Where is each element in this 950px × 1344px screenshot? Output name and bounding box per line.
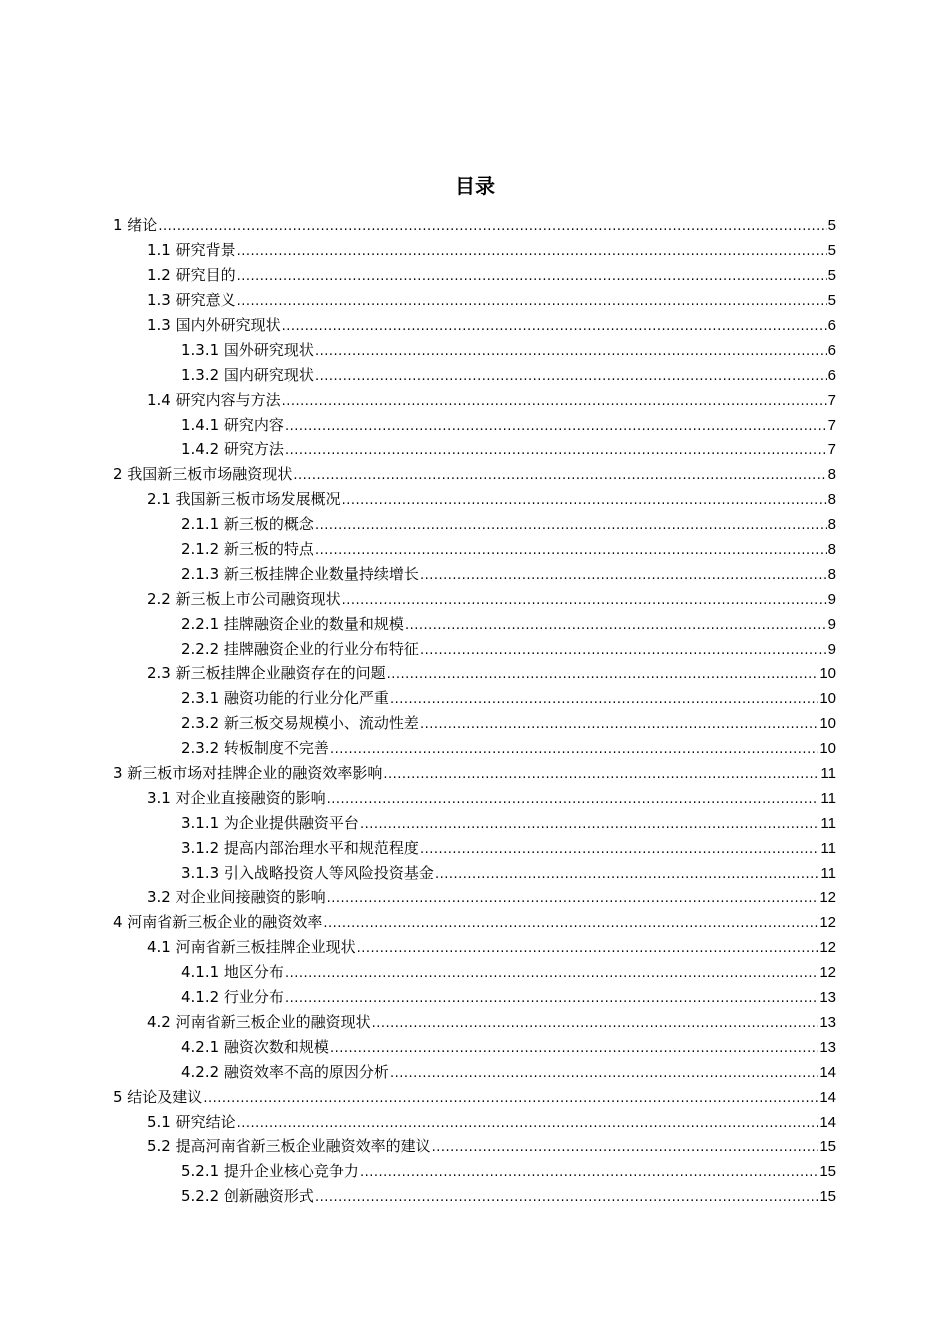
- toc-entry[interactable]: [0, 438, 950, 463]
- toc-entry-label: 1.4.1 研究内容: [181, 415, 284, 434]
- toc-entry[interactable]: [0, 737, 950, 762]
- toc-entry[interactable]: [0, 413, 950, 438]
- toc-entry-label: 2 我国新三板市场融资现状: [113, 465, 293, 484]
- toc-entry[interactable]: [0, 1185, 950, 1210]
- toc-dot-leader: [315, 516, 827, 536]
- toc-entry-row: [147, 1112, 950, 1134]
- toc-page-number: 11: [820, 839, 836, 857]
- toc-entry[interactable]: [0, 786, 950, 811]
- toc-dot-leader: [420, 840, 819, 860]
- toc-entry-row: [181, 813, 950, 835]
- toc-dot-leader: [372, 1014, 819, 1034]
- toc-entry-label: 1.3.2 国内研究现状: [181, 365, 314, 384]
- toc-entry-label: 4.1.1 地区分布: [181, 963, 284, 982]
- toc-entry-row: [147, 489, 950, 511]
- toc-entry[interactable]: [0, 538, 950, 563]
- toc-dot-leader: [342, 591, 827, 611]
- toc-page-number: 5: [827, 267, 836, 285]
- toc-entry[interactable]: [0, 289, 950, 314]
- toc-entry[interactable]: [0, 762, 950, 787]
- toc-entry-label: 5.2.1 提升企业核心竞争力: [181, 1162, 359, 1181]
- toc-page-number: 10: [819, 740, 836, 758]
- toc-entry-row: [147, 663, 950, 685]
- toc-entry-row: [181, 688, 950, 710]
- toc-dot-leader: [342, 491, 827, 511]
- toc-dot-leader: [282, 392, 827, 412]
- toc-entry-label: 3.1 对企业直接融资的影响: [147, 788, 326, 807]
- toc-entry-row: [181, 987, 950, 1009]
- toc-page-number: 10: [819, 690, 836, 708]
- toc-list: [0, 214, 950, 1210]
- toc-entry-label: 1.4 研究内容与方法: [147, 390, 281, 409]
- toc-entry-label: 3.1.1 为企业提供融资平台: [181, 813, 359, 832]
- toc-entry[interactable]: [0, 886, 950, 911]
- toc-entry-row: [181, 738, 950, 760]
- toc-page-number: 5: [827, 217, 836, 235]
- toc-entry-label: 2.1.2 新三板的特点: [181, 540, 314, 559]
- toc-entry-row: [113, 912, 950, 934]
- toc-entry-row: [113, 464, 950, 486]
- toc-dot-leader: [285, 441, 827, 461]
- toc-page-number: 11: [820, 864, 836, 882]
- toc-entry-label: 1.4.2 研究方法: [181, 440, 284, 459]
- toc-entry[interactable]: [0, 363, 950, 388]
- toc-dot-leader: [237, 267, 827, 287]
- toc-entry-label: 1.1 研究背景: [147, 241, 236, 260]
- toc-page-number: 10: [819, 715, 836, 733]
- toc-dot-leader: [293, 466, 826, 486]
- toc-entry[interactable]: [0, 1135, 950, 1160]
- toc-dot-leader: [158, 217, 826, 237]
- toc-dot-leader: [360, 1163, 818, 1183]
- toc-entry-row: [181, 639, 950, 661]
- toc-entry-label: 2.3.1 融资功能的行业分化严重: [181, 689, 389, 708]
- toc-dot-leader: [420, 715, 818, 735]
- toc-page-number: 9: [827, 615, 836, 633]
- toc-entry[interactable]: [0, 687, 950, 712]
- toc-dot-leader: [285, 964, 818, 984]
- toc-entry-row: [147, 240, 950, 262]
- toc-entry-label: 2.3.2 转板制度不完善: [181, 739, 329, 758]
- toc-entry-label: 2.2.1 挂牌融资企业的数量和规模: [181, 614, 404, 633]
- toc-entry-row: [181, 1161, 950, 1183]
- toc-page-number: 11: [820, 765, 836, 783]
- toc-page-number: 8: [827, 541, 836, 559]
- toc-entry-label: 1.3 研究意义: [147, 291, 236, 310]
- toc-entry-label: 5 结论及建议: [113, 1087, 203, 1106]
- toc-entry-label: 4.1 河南省新三板挂牌企业现状: [147, 938, 356, 957]
- toc-entry-row: [147, 1012, 950, 1034]
- toc-entry-label: 2.2.2 挂牌融资企业的行业分布特征: [181, 639, 419, 658]
- toc-page-number: 14: [819, 1063, 836, 1081]
- toc-dot-leader: [420, 566, 827, 586]
- toc-entry[interactable]: [0, 712, 950, 737]
- toc-entry-row: [147, 265, 950, 287]
- toc-page-number: 6: [827, 341, 836, 359]
- toc-page-number: 5: [827, 242, 836, 260]
- toc-page-number: 6: [827, 366, 836, 384]
- toc-entry[interactable]: [0, 562, 950, 587]
- toc-page-number: 7: [827, 391, 836, 409]
- toc-page-number: 14: [819, 1113, 836, 1131]
- toc-dot-leader: [330, 740, 818, 760]
- toc-entry-row: [147, 887, 950, 909]
- toc-dot-leader: [315, 541, 827, 561]
- toc-page-number: 6: [827, 317, 836, 334]
- toc-entry-row: [181, 365, 950, 387]
- toc-dot-leader: [360, 815, 819, 835]
- toc-entry-row: [181, 1186, 950, 1208]
- toc-page-number: 9: [827, 590, 836, 608]
- toc-dot-leader: [330, 1039, 818, 1059]
- toc-page-number: 7: [827, 441, 836, 459]
- toc-entry-row: [181, 1037, 950, 1059]
- toc-entry[interactable]: [0, 811, 950, 836]
- toc-entry-row: [181, 415, 950, 437]
- toc-entry-label: 4.2.2 融资效率不高的原因分析: [181, 1062, 389, 1081]
- toc-dot-leader: [315, 342, 827, 362]
- toc-entry-row: [113, 1087, 950, 1109]
- toc-entry-row: [147, 589, 950, 611]
- toc-entry[interactable]: [0, 961, 950, 986]
- toc-dot-leader: [285, 989, 818, 1009]
- toc-entry-row: [181, 863, 950, 885]
- toc-entry-label: 3.1.3 引入战略投资人等风险投资基金: [181, 863, 434, 882]
- toc-dot-leader: [357, 939, 819, 959]
- toc-entry[interactable]: [0, 264, 950, 289]
- toc-entry-row: [181, 1062, 950, 1084]
- toc-entry-row: [113, 215, 950, 237]
- toc-entry[interactable]: [0, 1110, 950, 1135]
- toc-dot-leader: [282, 317, 827, 337]
- toc-dot-leader: [327, 790, 820, 810]
- toc-entry-row: [147, 937, 950, 959]
- toc-entry-label: 2.1.1 新三板的概念: [181, 515, 314, 534]
- toc-entry-label: 1.3.1 国外研究现状: [181, 340, 314, 359]
- toc-dot-leader: [203, 1089, 818, 1109]
- toc-entry[interactable]: [0, 1085, 950, 1110]
- toc-page-number: 12: [819, 914, 836, 932]
- toc-title: 目录: [455, 174, 495, 198]
- toc-entry-label: 4.2.1 融资次数和规模: [181, 1037, 329, 1056]
- toc-entry-label: 3 新三板市场对挂牌企业的融资效率影响: [113, 764, 383, 783]
- toc-entry[interactable]: [0, 1160, 950, 1185]
- toc-entry[interactable]: [0, 214, 950, 239]
- toc-entry[interactable]: [0, 836, 950, 861]
- toc-entry[interactable]: [0, 612, 950, 637]
- toc-entry-label: 2.3 新三板挂牌企业融资存在的问题: [147, 664, 386, 683]
- toc-entry-label: 1.3 国内外研究现状: [147, 316, 281, 334]
- toc-entry-label: 5.2.2 创新融资形式: [181, 1187, 314, 1206]
- toc-entry-row: [147, 390, 950, 412]
- toc-entry-label: 2.2 新三板上市公司融资现状: [147, 589, 341, 608]
- toc-dot-leader: [432, 1138, 819, 1158]
- toc-page-number: 14: [819, 1088, 836, 1106]
- toc-page-number: 12: [819, 939, 836, 957]
- toc-page-number: 13: [819, 1038, 836, 1056]
- toc-entry-label: 2.3.2 新三板交易规模小、流动性差: [181, 714, 419, 733]
- toc-entry[interactable]: [0, 314, 950, 339]
- toc-entry-row: [181, 514, 950, 536]
- toc-entry[interactable]: [0, 338, 950, 363]
- toc-entry[interactable]: [0, 637, 950, 662]
- toc-dot-leader: [405, 616, 827, 636]
- toc-entry-row: [181, 340, 950, 362]
- toc-entry[interactable]: [0, 911, 950, 936]
- toc-entry-row: [181, 614, 950, 636]
- toc-dot-leader: [237, 1114, 819, 1134]
- toc-entry[interactable]: [0, 388, 950, 413]
- toc-dot-leader: [315, 367, 827, 387]
- toc-entry-row: [181, 539, 950, 561]
- toc-entry-label: 1.2 研究目的: [147, 266, 236, 285]
- toc-entry-row: [181, 439, 950, 461]
- toc-dot-leader: [420, 641, 827, 661]
- toc-dot-leader: [315, 1188, 818, 1208]
- toc-page-number: 7: [827, 416, 836, 434]
- toc-page-number: 11: [820, 789, 836, 807]
- toc-entry-row: [147, 315, 950, 337]
- toc-entry[interactable]: [0, 1011, 950, 1036]
- toc-entry[interactable]: [0, 239, 950, 264]
- toc-entry[interactable]: [0, 488, 950, 513]
- toc-page-number: 13: [819, 1013, 836, 1031]
- toc-entry[interactable]: [0, 861, 950, 886]
- toc-dot-leader: [390, 1064, 818, 1084]
- toc-page-number: 11: [820, 814, 836, 832]
- toc-page-number: 13: [819, 989, 836, 1007]
- toc-entry-row: [113, 763, 950, 785]
- toc-page-number: 8: [827, 466, 836, 484]
- toc-entry-row: [147, 1136, 950, 1158]
- toc-entry[interactable]: [0, 662, 950, 687]
- toc-entry[interactable]: [0, 513, 950, 538]
- toc-entry-label: 2.1.3 新三板挂牌企业数量持续增长: [181, 564, 419, 583]
- toc-entry-row: [181, 564, 950, 586]
- toc-entry-row: [147, 788, 950, 810]
- toc-entry-row: [181, 838, 950, 860]
- toc-page-number: 15: [819, 1163, 836, 1181]
- toc-entry[interactable]: [0, 1060, 950, 1085]
- toc-entry-label: 2.1 我国新三板市场发展概况: [147, 490, 341, 509]
- toc-page-number: 15: [819, 1188, 836, 1206]
- toc-page-number: 12: [819, 964, 836, 982]
- toc-entry-label: 5.1 研究结论: [147, 1112, 236, 1131]
- toc-dot-leader: [327, 889, 819, 909]
- toc-entry-label: 4.1.2 行业分布: [181, 988, 284, 1007]
- toc-dot-leader: [237, 242, 827, 262]
- toc-page-number: 5: [827, 292, 836, 310]
- toc-page-number: 8: [827, 491, 836, 509]
- toc-entry-label: 3.1.2 提高内部治理水平和规范程度: [181, 838, 419, 857]
- toc-entry[interactable]: [0, 1035, 950, 1060]
- toc-entry[interactable]: [0, 587, 950, 612]
- toc-entry-label: 3.2 对企业间接融资的影响: [147, 888, 326, 907]
- toc-entry-row: [181, 962, 950, 984]
- toc-dot-leader: [387, 665, 819, 685]
- toc-dot-leader: [323, 914, 818, 934]
- toc-page-number: 10: [819, 665, 836, 683]
- toc-page-number: 12: [819, 889, 836, 907]
- toc-dot-leader: [285, 417, 827, 437]
- toc-entry-label: 1 绪论: [113, 216, 158, 235]
- toc-entry-row: [181, 713, 950, 735]
- toc-page-number: 15: [819, 1138, 836, 1156]
- toc-entry-label: 5.2 提高河南省新三板企业融资效率的建议: [147, 1137, 431, 1156]
- toc-entry-row: [147, 290, 950, 312]
- toc-entry[interactable]: [0, 936, 950, 961]
- toc-page-number: 8: [827, 516, 836, 534]
- toc-entry-label: 4 河南省新三板企业的融资效率: [113, 913, 323, 932]
- toc-dot-leader: [390, 690, 818, 710]
- toc-entry-label: 4.2 河南省新三板企业的融资现状: [147, 1012, 371, 1031]
- toc-dot-leader: [435, 865, 819, 885]
- toc-entry[interactable]: [0, 463, 950, 488]
- toc-dot-leader: [383, 765, 819, 785]
- toc-entry[interactable]: [0, 986, 950, 1011]
- toc-page-number: 8: [827, 565, 836, 583]
- toc-page-number: 9: [827, 640, 836, 658]
- toc-dot-leader: [237, 292, 827, 312]
